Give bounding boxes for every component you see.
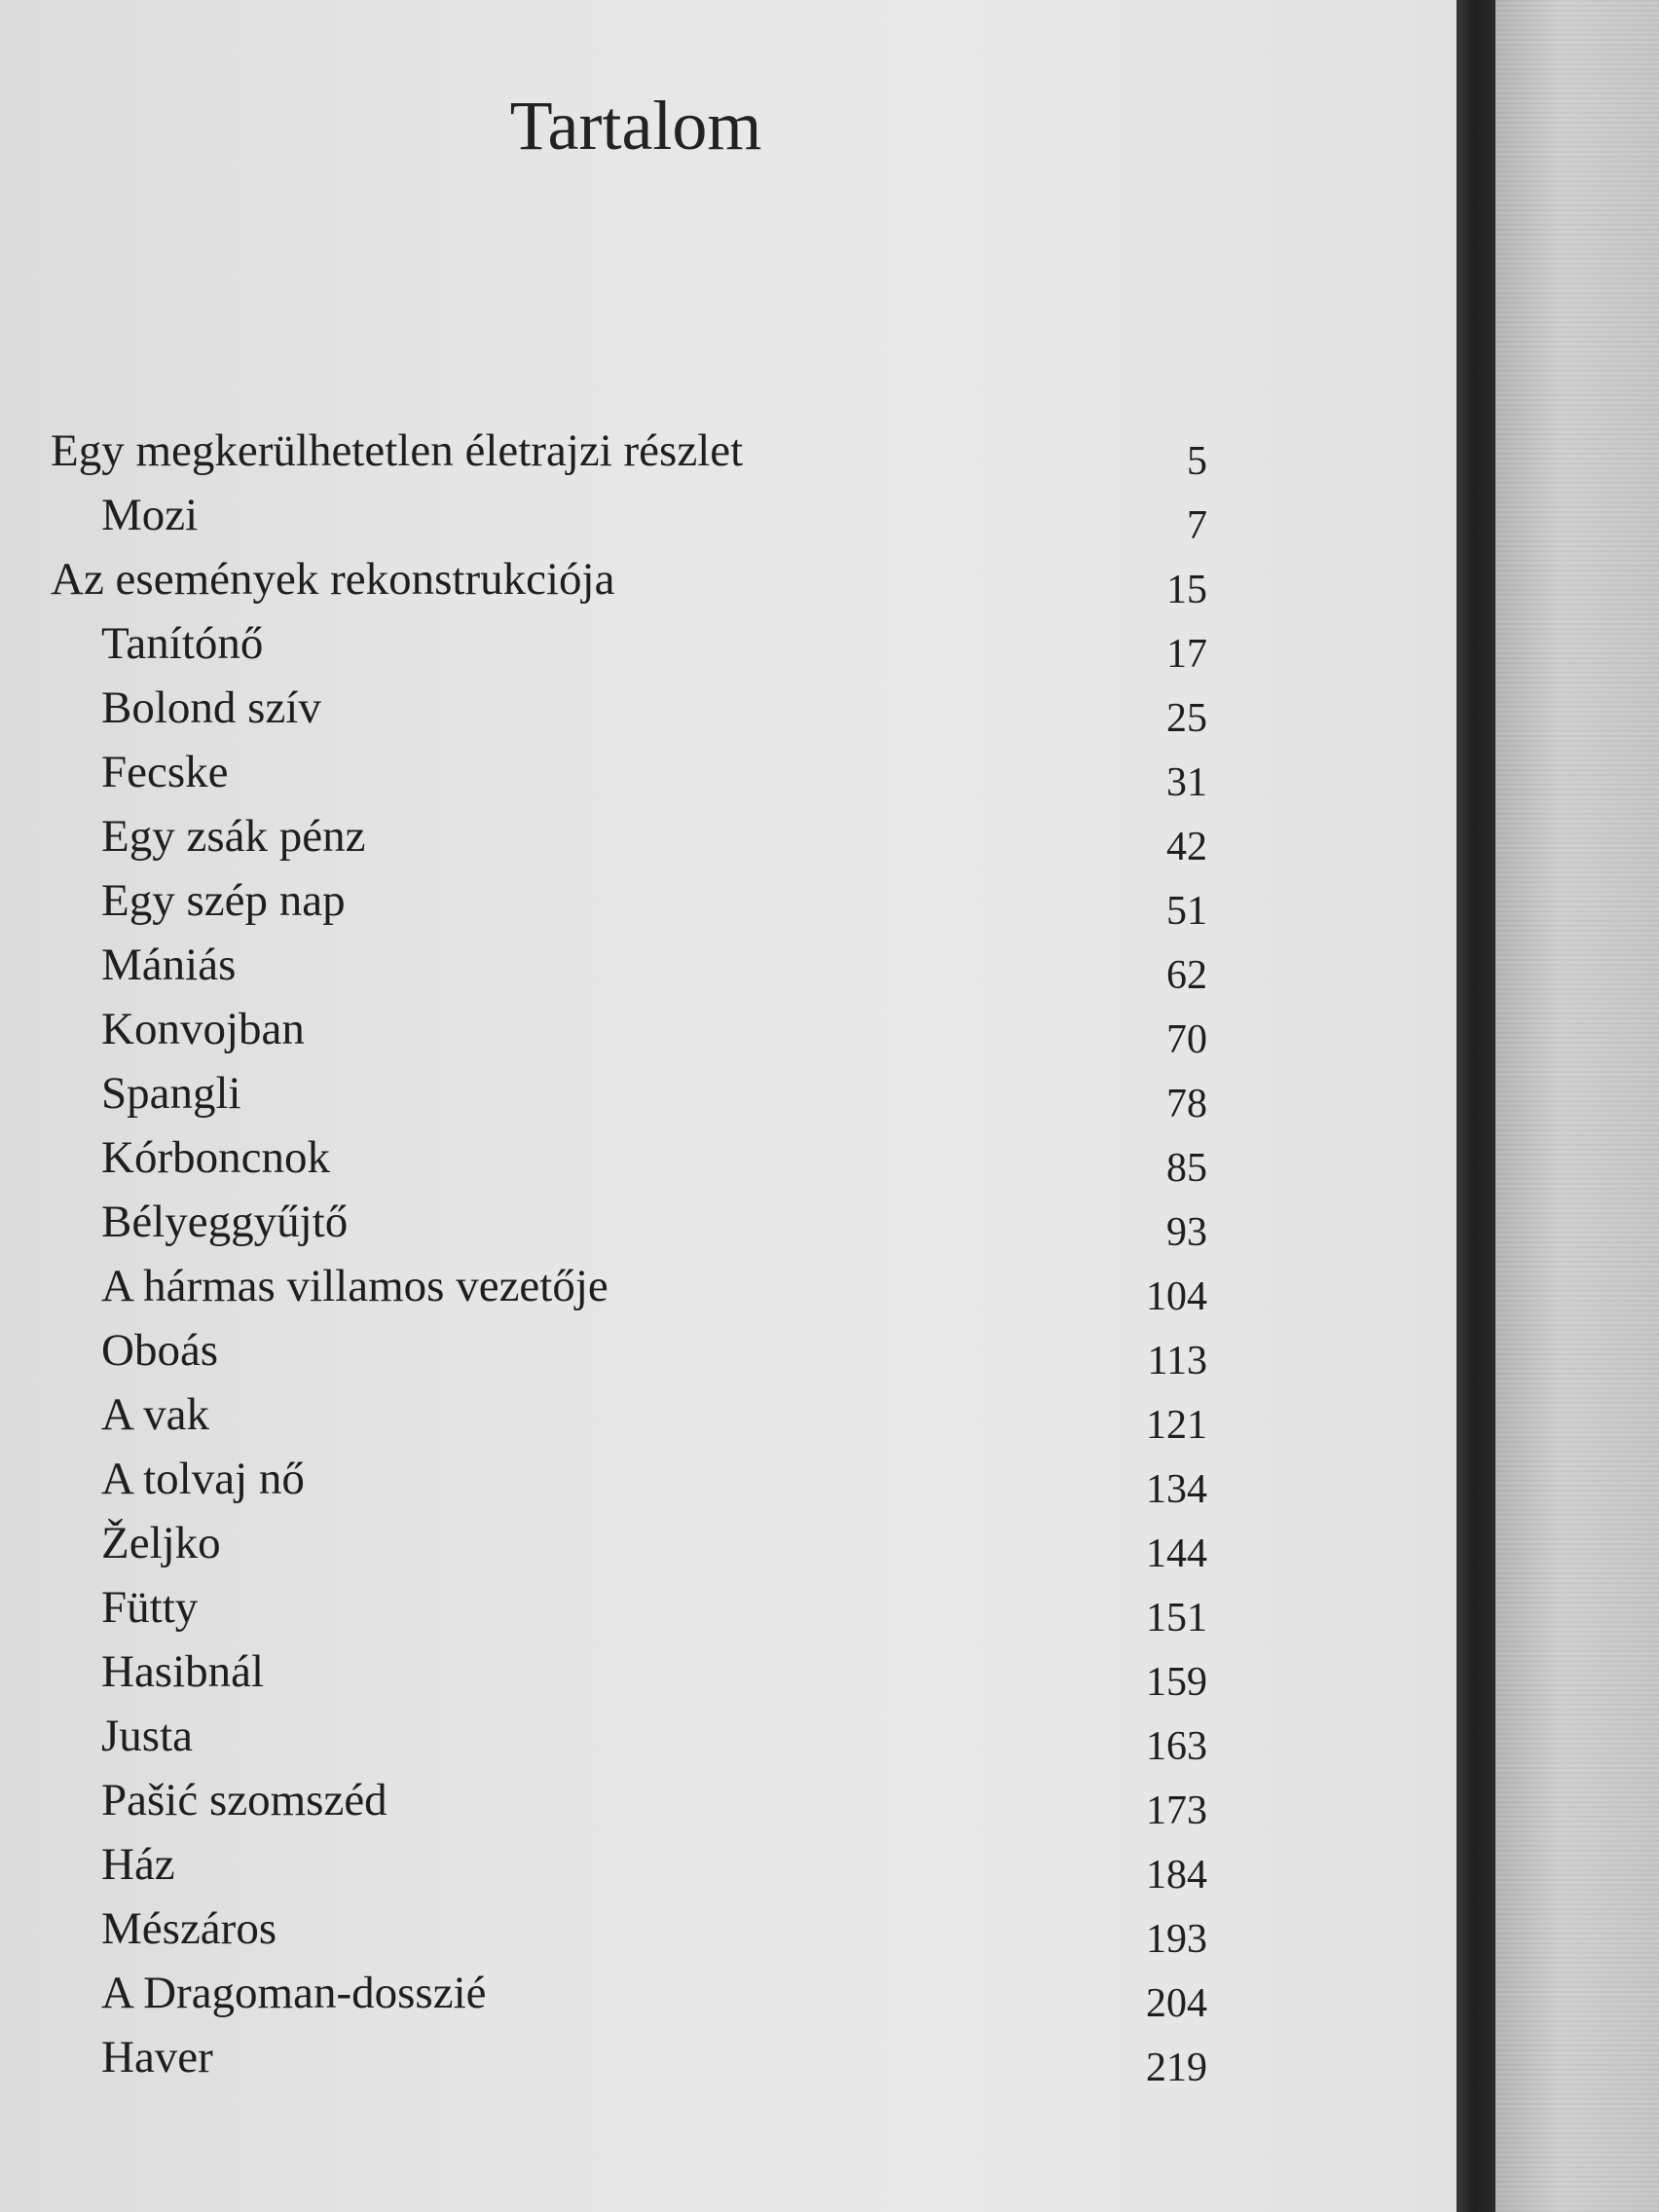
- toc-entry-title: Pašić szomszéd: [101, 1775, 387, 1825]
- toc-entry-title: Egy megkerülhetetlen életrajzi részlet: [51, 425, 744, 476]
- toc-entry: [0, 939, 1266, 1003]
- toc-entry-page-number: 31: [1166, 760, 1207, 805]
- toc-entry-page-number: 15: [1166, 568, 1207, 612]
- toc-entry-page-number: 144: [1146, 1531, 1207, 1576]
- toc-entry-title: Bolond szív: [101, 682, 321, 733]
- toc-entry: [0, 617, 1266, 682]
- toc-entry-page-number: 93: [1166, 1210, 1207, 1255]
- toc-entry-page-number: 104: [1146, 1274, 1207, 1319]
- toc-entry: [0, 1645, 1266, 1710]
- toc-entry-title: Hasibnál: [101, 1646, 265, 1697]
- toc-entry-page-number: 184: [1146, 1853, 1207, 1898]
- toc-entry: [0, 1067, 1266, 1131]
- toc-entry-page-number: 163: [1146, 1724, 1207, 1769]
- toc-entry-title: Tanítónő: [101, 618, 264, 669]
- toc-entry-title: Egy szép nap: [101, 875, 346, 926]
- toc-entry: [0, 489, 1266, 553]
- toc-entry: [0, 1710, 1266, 1774]
- toc-entry: [0, 1003, 1266, 1067]
- toc-entry: [0, 1388, 1266, 1453]
- toc-entry-page-number: 25: [1166, 696, 1207, 741]
- toc-entry-title: Az események rekonstrukciója: [51, 554, 615, 605]
- toc-entry-page-number: 78: [1166, 1082, 1207, 1126]
- toc-entry-title: Konvojban: [101, 1004, 305, 1054]
- toc-entry: [0, 1196, 1266, 1260]
- toc-entry: [0, 1453, 1266, 1517]
- toc-entry-page-number: 121: [1146, 1403, 1207, 1448]
- toc-entry-page-number: 151: [1146, 1596, 1207, 1641]
- toc-entry-page-number: 42: [1166, 825, 1207, 869]
- toc-entry-title: Haver: [101, 2032, 213, 2083]
- toc-entry: [0, 746, 1266, 810]
- toc-entry: [0, 1902, 1266, 1967]
- toc-entry-page-number: 219: [1146, 2046, 1207, 2090]
- toc-entry: [0, 682, 1266, 746]
- toc-entry-page-number: 51: [1166, 889, 1207, 934]
- toc-entry-title: Fütty: [101, 1582, 199, 1633]
- page-title: Tartalom: [509, 87, 762, 165]
- toc-entry-title: Egy zsák pénz: [101, 811, 366, 862]
- page-edge-shadow: [1456, 0, 1495, 2212]
- toc-entry-page-number: 85: [1166, 1146, 1207, 1191]
- toc-entry: [0, 424, 1266, 489]
- toc-entry: [0, 1967, 1266, 2031]
- toc-entry-page-number: 62: [1166, 953, 1207, 998]
- toc-entry-page-number: 173: [1146, 1788, 1207, 1833]
- toc-entry-title: Željko: [101, 1518, 221, 1568]
- toc-entry-page-number: 5: [1187, 439, 1207, 484]
- toc-entry: [0, 1324, 1266, 1388]
- toc-entry-title: A tolvaj nő: [101, 1454, 305, 1504]
- toc-entry-title: Bélyeggyűjtő: [101, 1197, 349, 1247]
- toc-entry-title: Fecske: [101, 747, 229, 797]
- toc-entry: [0, 1581, 1266, 1645]
- toc-entry-page-number: 7: [1187, 503, 1207, 548]
- toc-entry-page-number: 193: [1146, 1917, 1207, 1962]
- toc-entry-page-number: 159: [1146, 1660, 1207, 1705]
- toc-entry-title: Mániás: [101, 940, 237, 990]
- toc-entry: [0, 1517, 1266, 1581]
- toc-entry-title: Kórboncnok: [101, 1132, 330, 1183]
- toc-entry-page-number: 70: [1166, 1017, 1207, 1062]
- toc-entry-page-number: 113: [1147, 1339, 1207, 1383]
- toc-entry: [0, 553, 1266, 617]
- toc-entry-title: Justa: [101, 1711, 193, 1761]
- toc-entry-title: A hármas villamos vezetője: [101, 1261, 608, 1311]
- toc-entry-page-number: 134: [1146, 1467, 1207, 1512]
- toc-entry-title: Mészáros: [101, 1903, 277, 1954]
- toc-entry: [0, 1260, 1266, 1324]
- toc-entry-title: Oboás: [101, 1325, 219, 1376]
- toc-entry-title: Spangli: [101, 1068, 241, 1119]
- toc-entry: [0, 1131, 1266, 1196]
- toc-entry-page-number: 204: [1146, 1981, 1207, 2026]
- toc-entry: [0, 874, 1266, 939]
- toc-entry: [0, 2031, 1266, 2095]
- toc-entry-title: Ház: [101, 1839, 175, 1890]
- toc-entry-page-number: 17: [1166, 632, 1207, 677]
- background-surface: [1495, 0, 1659, 2212]
- toc-entry: [0, 810, 1266, 874]
- table-of-contents: [0, 424, 1266, 2095]
- toc-entry-title: Mozi: [101, 490, 199, 540]
- toc-entry: [0, 1838, 1266, 1902]
- toc-entry: [0, 1774, 1266, 1838]
- toc-entry-title: A Dragoman-dosszié: [101, 1968, 487, 2018]
- toc-entry-title: A vak: [101, 1389, 209, 1440]
